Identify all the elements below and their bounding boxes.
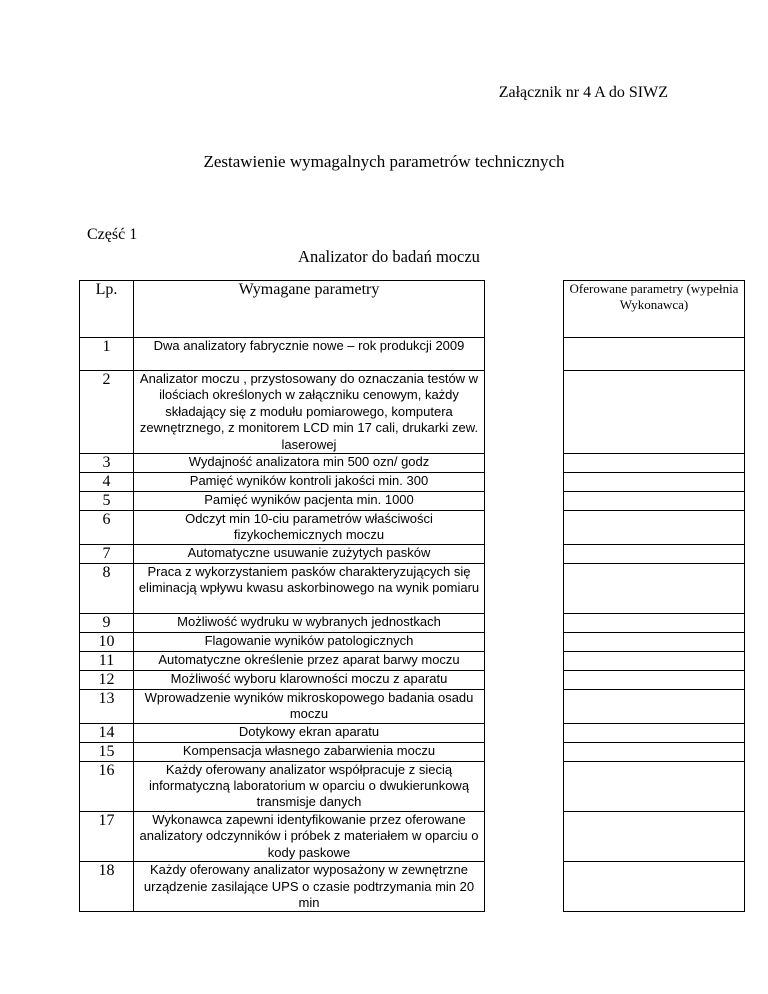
row-number: 13 xyxy=(80,689,134,723)
offered-value-cell[interactable] xyxy=(564,473,745,492)
parameter-text: Analizator moczu , przystosowany do oznaczania testów w ilościach określonych w załączniku cenowym, każdy składający się z modułu pomiarowego, komputera zewnętrznego, z monitorem LCD min 17 cali, drukarki zew. laserowej xyxy=(134,371,485,454)
table-row xyxy=(80,371,745,454)
document-title: Zestawienie wymagalnych parametrów technicznych xyxy=(203,152,565,171)
table-row xyxy=(80,761,745,811)
offered-value-cell[interactable] xyxy=(564,723,745,742)
parameter-text: Możliwość wydruku w wybranych jednostkach xyxy=(134,613,485,632)
table-row xyxy=(80,670,745,689)
parameter-text: Wprowadzenie wyników mikroskopowego badania osadu moczu xyxy=(134,689,485,723)
table-row xyxy=(80,742,745,761)
offered-value-cell[interactable] xyxy=(564,742,745,761)
parameter-text: Pamięć wyników kontroli jakości min. 300 xyxy=(134,473,485,492)
column-spacer xyxy=(485,632,564,651)
parameter-text: Automatyczne usuwanie zużytych pasków xyxy=(134,544,485,563)
offered-value-cell[interactable] xyxy=(564,811,745,861)
table-row xyxy=(80,473,745,492)
column-spacer xyxy=(485,670,564,689)
offered-value-cell[interactable] xyxy=(564,761,745,811)
offered-value-cell[interactable] xyxy=(564,689,745,723)
offered-value-cell[interactable] xyxy=(564,371,745,454)
table-row xyxy=(80,492,745,511)
column-spacer xyxy=(485,811,564,861)
column-spacer xyxy=(485,492,564,511)
column-spacer xyxy=(485,742,564,761)
parameter-text: Odczyt min 10-ciu parametrów właściwości fizykochemicznych moczu xyxy=(134,511,485,545)
offered-value-cell[interactable] xyxy=(564,511,745,545)
offered-value-cell[interactable] xyxy=(564,670,745,689)
row-number: 11 xyxy=(80,651,134,670)
parameter-text: Automatyczne określenie przez aparat barwy moczu xyxy=(134,651,485,670)
column-spacer xyxy=(485,338,564,371)
parameter-text: Praca z wykorzystaniem pasków charakteryzujących się eliminacją wpływu kwasu askorbinowego na wynik pomiaru xyxy=(134,563,485,613)
parameter-text: Możliwość wyboru klarowności moczu z aparatu xyxy=(134,670,485,689)
offered-value-cell[interactable] xyxy=(564,492,745,511)
row-number: 4 xyxy=(80,473,134,492)
row-number: 12 xyxy=(80,670,134,689)
parameter-text: Każdy oferowany analizator wyposażony w zewnętrzne urządzenie zasilające UPS o czasie podtrzymania min 20 min xyxy=(134,862,485,912)
row-number: 18 xyxy=(80,862,134,912)
offered-value-cell[interactable] xyxy=(564,563,745,613)
section-subtitle: Analizator do badań moczu xyxy=(298,247,480,266)
offered-value-cell[interactable] xyxy=(564,613,745,632)
column-spacer xyxy=(485,761,564,811)
offered-value-cell[interactable] xyxy=(564,338,745,371)
row-number: 15 xyxy=(80,742,134,761)
table-row xyxy=(80,689,745,723)
table-row xyxy=(80,544,745,563)
parameter-text: Flagowanie wyników patologicznych xyxy=(134,632,485,651)
column-spacer xyxy=(485,689,564,723)
column-header-parameters: Wymagane parametry xyxy=(134,281,485,338)
parameter-text: Kompensacja własnego zabarwienia moczu xyxy=(134,742,485,761)
table-row xyxy=(80,862,745,912)
table-row xyxy=(80,338,745,371)
parameter-text: Każdy oferowany analizator współpracuje z siecią informatyczną laboratorium w oparciu o dwukierunkową transmisje danych xyxy=(134,761,485,811)
table-row xyxy=(80,723,745,742)
column-spacer xyxy=(485,651,564,670)
column-spacer xyxy=(485,563,564,613)
row-number: 1 xyxy=(80,338,134,371)
offered-value-cell[interactable] xyxy=(564,862,745,912)
row-number: 16 xyxy=(80,761,134,811)
part-label: Część 1 xyxy=(87,226,138,243)
row-number: 6 xyxy=(80,511,134,545)
table-row xyxy=(80,454,745,473)
column-spacer xyxy=(485,511,564,545)
row-number: 3 xyxy=(80,454,134,473)
row-number: 14 xyxy=(80,723,134,742)
column-header-lp: Lp. xyxy=(80,281,134,338)
offered-value-cell[interactable] xyxy=(564,651,745,670)
column-spacer xyxy=(485,473,564,492)
row-number: 9 xyxy=(80,613,134,632)
row-number: 10 xyxy=(80,632,134,651)
parameter-text: Wykonawca zapewni identyfikowanie przez oferowane analizatory odczynników i próbek z materiałem w oparciu o kody paskowe xyxy=(134,811,485,861)
parameter-text: Pamięć wyników pacjenta min. 1000 xyxy=(134,492,485,511)
column-spacer xyxy=(485,862,564,912)
row-number: 5 xyxy=(80,492,134,511)
column-spacer xyxy=(485,723,564,742)
column-spacer xyxy=(485,454,564,473)
table-row xyxy=(80,511,745,545)
row-number: 8 xyxy=(80,563,134,613)
table-row xyxy=(80,651,745,670)
parameters-table xyxy=(79,280,745,912)
table-row xyxy=(80,563,745,613)
row-number: 2 xyxy=(80,371,134,454)
column-spacer xyxy=(485,613,564,632)
parameter-text: Wydajność analizatora min 500 ozn/ godz xyxy=(134,454,485,473)
row-number: 7 xyxy=(80,544,134,563)
table-row xyxy=(80,613,745,632)
column-spacer xyxy=(485,371,564,454)
offered-value-cell[interactable] xyxy=(564,632,745,651)
column-spacer xyxy=(485,544,564,563)
offered-value-cell[interactable] xyxy=(564,544,745,563)
offered-value-cell[interactable] xyxy=(564,454,745,473)
parameter-text: Dotykowy ekran aparatu xyxy=(134,723,485,742)
parameter-text: Dwa analizatory fabrycznie nowe – rok produkcji 2009 xyxy=(134,338,485,371)
row-number: 17 xyxy=(80,811,134,861)
table-row xyxy=(80,632,745,651)
table-row xyxy=(80,811,745,861)
annex-label: Załącznik nr 4 A do SIWZ xyxy=(498,84,668,101)
column-header-offered: Oferowane parametry (wypełnia Wykonawca) xyxy=(564,281,745,338)
column-spacer xyxy=(485,281,564,338)
